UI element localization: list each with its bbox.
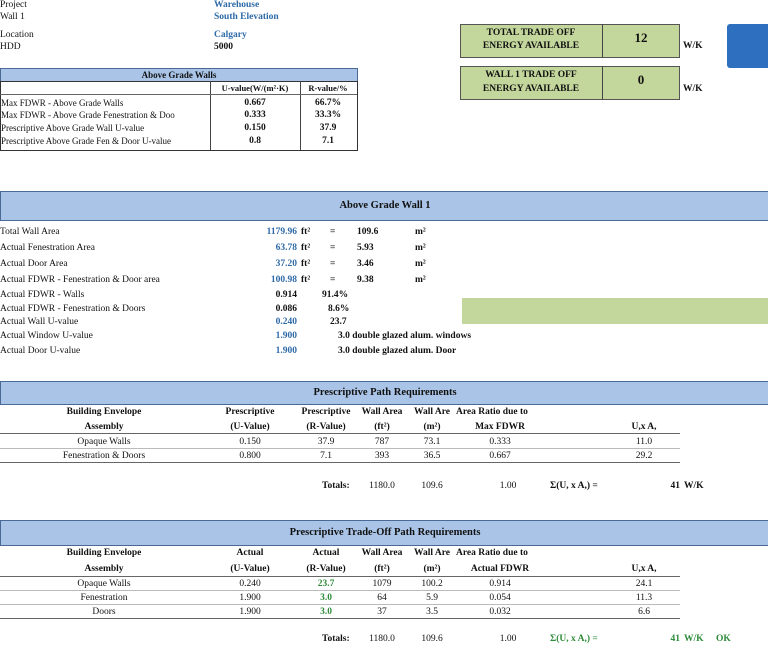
agw-col-r: R-value/%	[308, 83, 348, 93]
to-head: Actual	[312, 548, 340, 558]
table-cell: Fenestration	[80, 593, 128, 603]
wall1-row-u2: m²	[415, 243, 426, 253]
agw-row-label: Prescriptive Above Grade Fen & Door U-value	[1, 136, 171, 146]
wall1-row-label: Actual FDWR - Walls	[0, 290, 85, 300]
pp-head: Assembly	[84, 422, 124, 432]
total-trade-off-value: 12	[634, 30, 648, 45]
wall1-row-label: Actual FDWR - Fenestration & Doors	[0, 304, 146, 314]
wall1-row-u1: ft²	[301, 259, 311, 269]
total-trade-off-unit: W/K	[683, 41, 703, 51]
info-label: Location	[0, 30, 34, 40]
table-cell: Opaque Walls	[77, 579, 131, 589]
info-label: Project	[0, 0, 27, 10]
to-sigma-value: 41	[670, 634, 680, 644]
table-cell: Opaque Walls	[77, 437, 131, 447]
pp-sigma-unit: W/K	[684, 481, 704, 491]
table-cell: 64	[377, 593, 387, 603]
to-totals-label: Totals:	[322, 634, 350, 644]
wall1-row-v1: 1179.96	[266, 227, 297, 237]
info-value: Calgary	[214, 30, 247, 40]
prescriptive-header	[0, 381, 768, 405]
pp-head: Wall Area	[361, 407, 403, 417]
pp-total: 1180.0	[369, 481, 395, 491]
info-label: HDD	[0, 42, 21, 52]
wall1-row-v2: 3.46	[357, 259, 374, 269]
table-cell: 0.054	[489, 593, 511, 603]
table-cell: 100.2	[421, 579, 443, 589]
pp-head: (m²)	[423, 422, 441, 432]
wall1-row-label: Actual Door Area	[0, 259, 68, 269]
table-cell: 73.1	[423, 437, 441, 447]
table-cell: 1079	[372, 579, 392, 589]
to-head: (R-Value)	[306, 564, 346, 574]
wall1-row-eq: =	[330, 243, 336, 253]
wall1-row-u2: m²	[415, 275, 426, 285]
to-sigma-label: Σ(U, x A,) =	[550, 634, 598, 644]
to-status-badge: OK	[716, 634, 731, 644]
wall1-row-label: Actual Fenestration Area	[0, 243, 95, 253]
wall1-row-v2: 8.6%	[328, 304, 350, 314]
wall1-row-v1: 0.240	[275, 317, 297, 327]
table-cell: Doors	[92, 607, 116, 617]
to-head: Wall Are	[414, 548, 450, 558]
wall1-trade-off-unit: W/K	[683, 84, 703, 94]
wall1-row-label: Actual Wall U-value	[0, 317, 79, 327]
agw-col-u: U-value(W/(m²·K)	[221, 83, 289, 93]
table-cell: 3.5	[426, 607, 438, 617]
pp-head: Area Ratio due to	[456, 407, 528, 417]
agw-row-u: 0.667	[244, 98, 266, 108]
agw-table-header	[0, 68, 358, 82]
info-value: 5000	[214, 42, 233, 52]
wall1-trade-off-value: 0	[637, 72, 645, 87]
to-total: 109.6	[421, 634, 443, 644]
table-cell: 3.0	[320, 593, 332, 603]
to-head: Actual	[236, 548, 264, 558]
wall1-trade-off-label: WALL 1 TRADE OFF	[485, 70, 577, 80]
wall1-row-eq: =	[330, 227, 336, 237]
pp-head: Building Envelope	[66, 407, 142, 417]
to-sigma-unit: W/K	[684, 634, 704, 644]
table-cell: 11.0	[635, 437, 653, 447]
wall1-section-header	[0, 191, 768, 221]
wall1-row-v2: 3.0 double glazed alum. windows	[338, 331, 472, 341]
agw-row-u: 0.8	[249, 136, 261, 146]
wall1-row-v2: 23.7	[330, 317, 347, 327]
table-cell: 0.333	[489, 437, 511, 447]
side-tab-button[interactable]	[727, 24, 768, 68]
agw-row-u: 0.150	[244, 123, 266, 133]
table-cell: 7.1	[320, 451, 332, 461]
agw-row-r: 37.9	[319, 123, 337, 133]
pp-head: (R-Value)	[306, 422, 346, 432]
wall1-row-u2: m²	[415, 259, 426, 269]
wall1-row-v2: 91.4%	[322, 290, 349, 300]
table-cell: 6.6	[638, 607, 650, 617]
to-head: (m²)	[423, 564, 441, 574]
pp-total: 1.00	[499, 481, 517, 491]
to-head: Actual FDWR	[470, 564, 530, 574]
wall1-section-title: Above Grade Wall 1	[339, 200, 431, 211]
to-total: 1180.0	[369, 634, 395, 644]
wall1-highlight	[462, 298, 768, 324]
table-cell: 0.240	[239, 579, 261, 589]
info-value: South Elevation	[214, 12, 279, 22]
pp-head: Max FDWR	[475, 422, 525, 432]
table-cell: 1.900	[239, 607, 261, 617]
to-head: Assembly	[84, 564, 124, 574]
table-cell: 37.9	[317, 437, 335, 447]
tradeoff-header	[0, 520, 768, 546]
to-head: U,x A,	[631, 564, 657, 574]
table-cell: 5.9	[426, 593, 438, 603]
wall1-row-v1: 0.914	[275, 290, 297, 300]
table-cell: 23.7	[317, 579, 335, 589]
tradeoff-title: Prescriptive Trade-Off Path Requirements	[289, 527, 481, 538]
table-cell: 1.900	[239, 593, 261, 603]
agw-row-u: 0.333	[244, 110, 266, 120]
table-cell: 11.3	[635, 593, 653, 603]
pp-total: 109.6	[421, 481, 443, 491]
table-cell: 0.914	[489, 579, 511, 589]
total-trade-off-label: TOTAL TRADE OFF	[486, 28, 576, 38]
to-head: (U-Value)	[230, 564, 270, 574]
wall1-row-label: Actual Window U-value	[0, 331, 93, 341]
wall1-row-u1: ft²	[301, 275, 311, 285]
pp-totals-label: Totals:	[322, 481, 350, 491]
wall1-row-eq: =	[330, 275, 336, 285]
wall1-row-v2: 109.6	[357, 227, 379, 237]
table-cell: 29.2	[635, 451, 653, 461]
table-cell: 0.667	[489, 451, 511, 461]
pp-head: (U-Value)	[230, 422, 270, 432]
wall1-row-v1: 1.900	[275, 331, 297, 341]
pp-head: Prescriptive	[301, 407, 351, 417]
to-head: Area Ratio due to	[456, 548, 528, 558]
to-head: Wall Area	[361, 548, 403, 558]
info-value: Warehouse	[214, 0, 260, 10]
wall1-row-u1: ft²	[301, 227, 311, 237]
agw-row-label: Prescriptive Above Grade Wall U-value	[1, 123, 145, 133]
wall1-row-v2: 5.93	[357, 243, 374, 253]
pp-head: (ft²)	[374, 422, 390, 432]
pp-head: U,x A,	[631, 422, 657, 432]
to-total: 1.00	[499, 634, 517, 644]
pp-head: Wall Are	[414, 407, 450, 417]
agw-row-label: Max FDWR - Above Grade Fenestration & Doo	[1, 110, 175, 120]
wall1-row-v1: 37.20	[275, 259, 297, 269]
wall1-row-label: Total Wall Area	[0, 227, 60, 237]
agw-row-r: 33.3%	[314, 110, 342, 120]
to-head: (ft²)	[374, 564, 390, 574]
table-cell: 24.1	[635, 579, 653, 589]
table-cell: 0.800	[239, 451, 261, 461]
table-cell: 0.150	[239, 437, 261, 447]
pp-sigma-value: 41	[670, 481, 680, 491]
agw-row-r: 66.7%	[314, 98, 342, 108]
wall1-row-v2: 9.38	[357, 275, 374, 285]
table-cell: Fenestration & Doors	[62, 451, 146, 461]
wall1-row-v1: 1.900	[275, 346, 297, 356]
agw-row-label: Max FDWR - Above Grade Walls	[1, 98, 124, 108]
info-label: Wall 1	[0, 12, 25, 22]
table-cell: 36.5	[423, 451, 441, 461]
pp-sigma-label: Σ(U, x A,) =	[550, 481, 598, 491]
to-head: Building Envelope	[66, 548, 142, 558]
wall1-row-v1: 0.086	[275, 304, 297, 314]
wall1-row-label: Actual Door U-value	[0, 346, 81, 356]
agw-row-r: 7.1	[322, 136, 334, 146]
wall1-row-eq: =	[330, 259, 336, 269]
wall1-trade-off-label: ENERGY AVAILABLE	[482, 84, 580, 94]
table-cell: 3.0	[320, 607, 332, 617]
total-trade-off-label: ENERGY AVAILABLE	[482, 41, 580, 51]
table-cell: 787	[374, 437, 390, 447]
wall1-row-u2: m²	[415, 227, 426, 237]
wall1-row-label: Actual FDWR - Fenestration & Door area	[0, 275, 160, 285]
pp-head: Prescriptive	[225, 407, 275, 417]
table-cell: 0.032	[489, 607, 511, 617]
table-cell: 37	[377, 607, 387, 617]
wall1-row-v2: 3.0 double glazed alum. Door	[338, 346, 457, 356]
wall1-row-u1: ft²	[301, 243, 311, 253]
agw-table-title: Above Grade Walls	[141, 70, 217, 80]
table-cell: 393	[374, 451, 390, 461]
wall1-row-v1: 100.98	[270, 275, 297, 285]
wall1-row-v1: 63.78	[275, 243, 297, 253]
prescriptive-title: Prescriptive Path Requirements	[313, 387, 457, 398]
